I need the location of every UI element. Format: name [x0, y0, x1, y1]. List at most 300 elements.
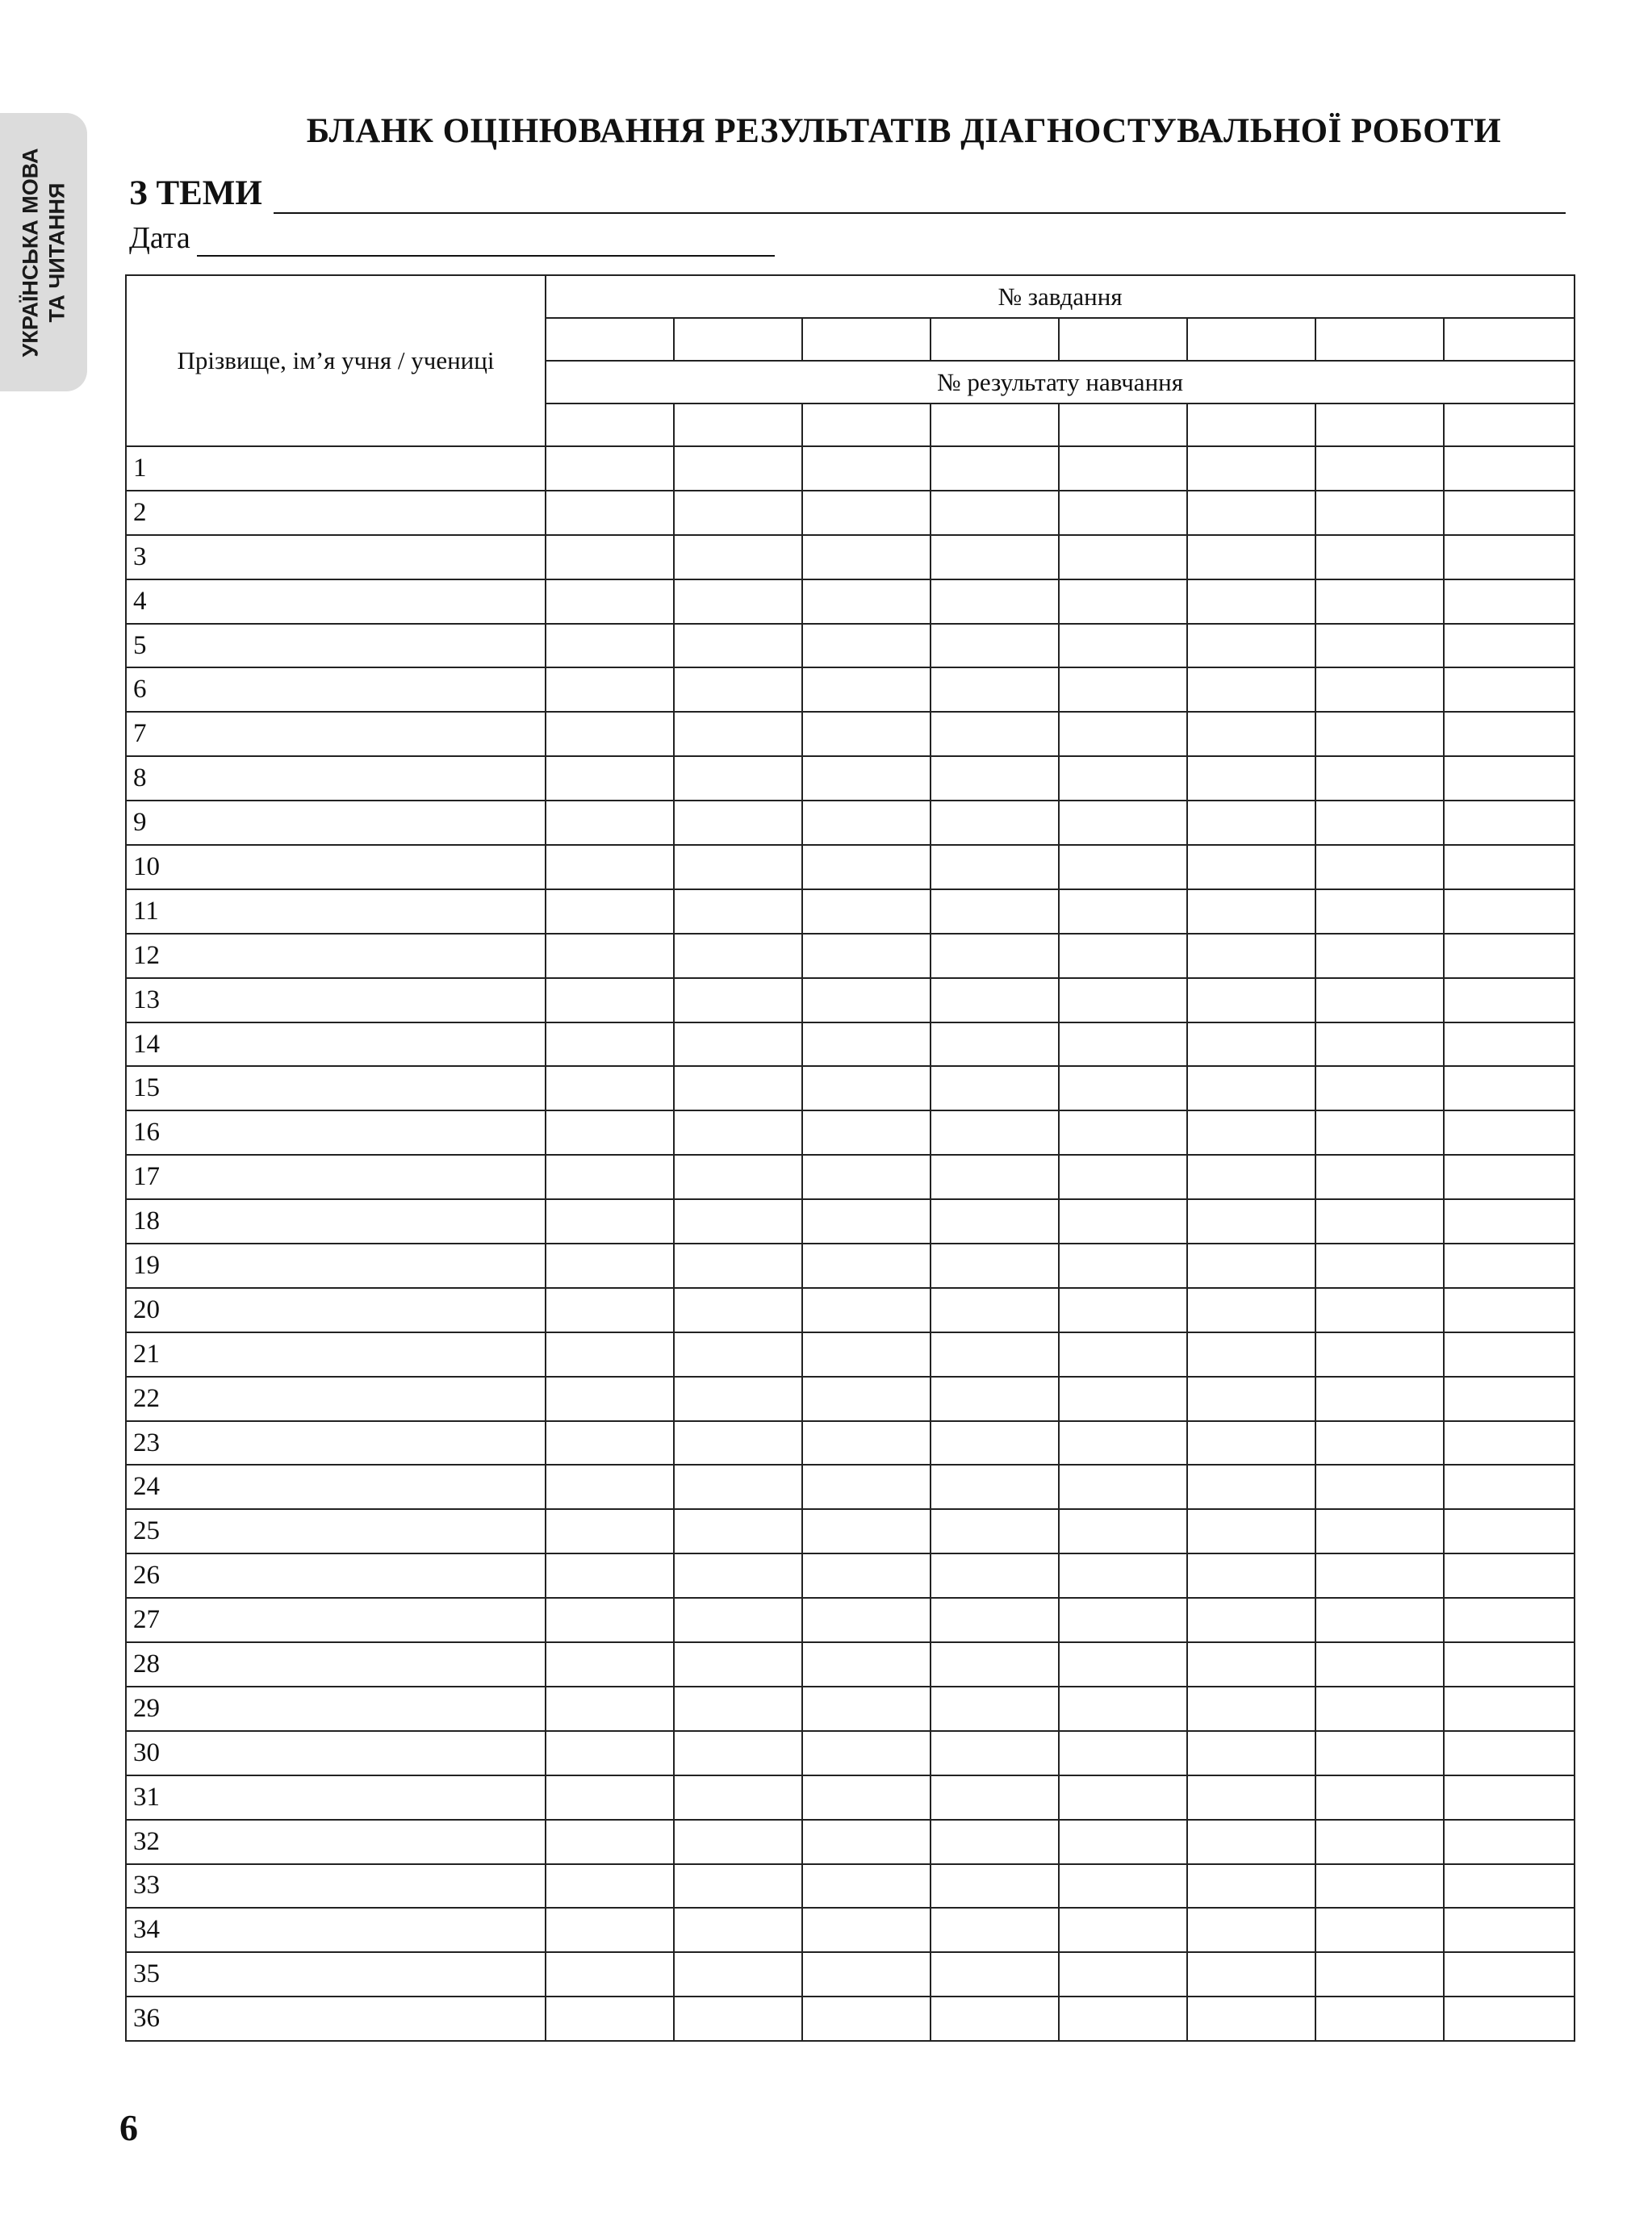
score-cell[interactable] — [1315, 934, 1444, 978]
score-cell[interactable] — [931, 1465, 1059, 1509]
score-cell[interactable] — [931, 1820, 1059, 1864]
score-cell[interactable] — [546, 845, 674, 889]
score-cell[interactable] — [1315, 978, 1444, 1022]
score-cell[interactable] — [674, 624, 802, 668]
score-cell[interactable] — [1059, 712, 1187, 756]
score-cell[interactable] — [1059, 579, 1187, 624]
result-number-cell[interactable] — [1187, 403, 1315, 446]
score-cell[interactable] — [1187, 889, 1315, 934]
score-cell[interactable] — [1315, 624, 1444, 668]
score-cell[interactable] — [546, 1642, 674, 1687]
score-cell[interactable] — [1444, 446, 1575, 491]
score-cell[interactable] — [546, 1598, 674, 1642]
score-cell[interactable] — [1187, 978, 1315, 1022]
student-name-cell[interactable]: 20 — [126, 1288, 546, 1332]
score-cell[interactable] — [1059, 1377, 1187, 1421]
score-cell[interactable] — [674, 1687, 802, 1731]
score-cell[interactable] — [546, 1332, 674, 1377]
score-cell[interactable] — [1315, 1997, 1444, 2041]
score-cell[interactable] — [546, 801, 674, 845]
score-cell[interactable] — [1187, 535, 1315, 579]
score-cell[interactable] — [931, 1952, 1059, 1997]
score-cell[interactable] — [1059, 1421, 1187, 1466]
score-cell[interactable] — [1444, 934, 1575, 978]
score-cell[interactable] — [931, 1775, 1059, 1820]
score-cell[interactable] — [1059, 978, 1187, 1022]
score-cell[interactable] — [1059, 667, 1187, 712]
score-cell[interactable] — [1315, 667, 1444, 712]
student-name-cell[interactable]: 13 — [126, 978, 546, 1022]
student-name-cell[interactable]: 25 — [126, 1509, 546, 1553]
score-cell[interactable] — [1315, 1775, 1444, 1820]
score-cell[interactable] — [546, 667, 674, 712]
score-cell[interactable] — [546, 889, 674, 934]
score-cell[interactable] — [674, 978, 802, 1022]
score-cell[interactable] — [1059, 1332, 1187, 1377]
score-cell[interactable] — [546, 1509, 674, 1553]
score-cell[interactable] — [674, 446, 802, 491]
student-name-cell[interactable]: 30 — [126, 1731, 546, 1775]
student-name-cell[interactable]: 35 — [126, 1952, 546, 1997]
score-cell[interactable] — [931, 1642, 1059, 1687]
score-cell[interactable] — [802, 1598, 931, 1642]
result-number-cell[interactable] — [674, 403, 802, 446]
score-cell[interactable] — [1187, 1244, 1315, 1288]
score-cell[interactable] — [802, 1288, 931, 1332]
student-name-cell[interactable]: 2 — [126, 491, 546, 535]
score-cell[interactable] — [1444, 1553, 1575, 1598]
score-cell[interactable] — [1059, 535, 1187, 579]
score-cell[interactable] — [674, 1155, 802, 1199]
score-cell[interactable] — [802, 1997, 931, 2041]
student-name-cell[interactable]: 6 — [126, 667, 546, 712]
score-cell[interactable] — [546, 579, 674, 624]
score-cell[interactable] — [931, 1066, 1059, 1110]
score-cell[interactable] — [1059, 1687, 1187, 1731]
student-name-cell[interactable]: 29 — [126, 1687, 546, 1731]
score-cell[interactable] — [1059, 1066, 1187, 1110]
score-cell[interactable] — [674, 1864, 802, 1909]
score-cell[interactable] — [546, 446, 674, 491]
score-cell[interactable] — [1444, 1465, 1575, 1509]
score-cell[interactable] — [1187, 1864, 1315, 1909]
score-cell[interactable] — [1315, 579, 1444, 624]
student-name-cell[interactable]: 1 — [126, 446, 546, 491]
score-cell[interactable] — [546, 712, 674, 756]
score-cell[interactable] — [1059, 446, 1187, 491]
score-cell[interactable] — [1187, 1731, 1315, 1775]
score-cell[interactable] — [1187, 1155, 1315, 1199]
score-cell[interactable] — [674, 1731, 802, 1775]
score-cell[interactable] — [931, 1997, 1059, 2041]
score-cell[interactable] — [1187, 1775, 1315, 1820]
score-cell[interactable] — [1059, 845, 1187, 889]
score-cell[interactable] — [1315, 1022, 1444, 1067]
score-cell[interactable] — [1444, 1155, 1575, 1199]
score-cell[interactable] — [1315, 756, 1444, 801]
score-cell[interactable] — [546, 1110, 674, 1155]
score-cell[interactable] — [1444, 1509, 1575, 1553]
score-cell[interactable] — [931, 934, 1059, 978]
score-cell[interactable] — [931, 491, 1059, 535]
score-cell[interactable] — [1315, 889, 1444, 934]
score-cell[interactable] — [1444, 1687, 1575, 1731]
score-cell[interactable] — [1187, 624, 1315, 668]
score-cell[interactable] — [1444, 624, 1575, 668]
score-cell[interactable] — [1059, 889, 1187, 934]
score-cell[interactable] — [1187, 756, 1315, 801]
score-cell[interactable] — [1059, 1598, 1187, 1642]
score-cell[interactable] — [1187, 1687, 1315, 1731]
score-cell[interactable] — [1187, 446, 1315, 491]
score-cell[interactable] — [931, 801, 1059, 845]
score-cell[interactable] — [1187, 1997, 1315, 2041]
score-cell[interactable] — [802, 624, 931, 668]
score-cell[interactable] — [931, 1908, 1059, 1952]
score-cell[interactable] — [802, 801, 931, 845]
score-cell[interactable] — [1315, 1377, 1444, 1421]
score-cell[interactable] — [1315, 1155, 1444, 1199]
score-cell[interactable] — [1315, 1421, 1444, 1466]
student-name-cell[interactable]: 8 — [126, 756, 546, 801]
score-cell[interactable] — [674, 1820, 802, 1864]
student-name-cell[interactable]: 3 — [126, 535, 546, 579]
score-cell[interactable] — [1444, 801, 1575, 845]
score-cell[interactable] — [1187, 1908, 1315, 1952]
score-cell[interactable] — [1444, 1598, 1575, 1642]
score-cell[interactable] — [546, 934, 674, 978]
score-cell[interactable] — [1187, 845, 1315, 889]
score-cell[interactable] — [1059, 756, 1187, 801]
score-cell[interactable] — [1444, 1244, 1575, 1288]
score-cell[interactable] — [674, 1997, 802, 2041]
result-number-cell[interactable] — [546, 403, 674, 446]
score-cell[interactable] — [931, 1332, 1059, 1377]
score-cell[interactable] — [674, 845, 802, 889]
score-cell[interactable] — [674, 1465, 802, 1509]
score-cell[interactable] — [546, 1421, 674, 1466]
score-cell[interactable] — [546, 1731, 674, 1775]
score-cell[interactable] — [802, 491, 931, 535]
score-cell[interactable] — [546, 1952, 674, 1997]
student-name-cell[interactable]: 19 — [126, 1244, 546, 1288]
score-cell[interactable] — [802, 1952, 931, 1997]
score-cell[interactable] — [1059, 1820, 1187, 1864]
score-cell[interactable] — [1187, 1110, 1315, 1155]
student-name-cell[interactable]: 15 — [126, 1066, 546, 1110]
score-cell[interactable] — [674, 1288, 802, 1332]
student-name-cell[interactable]: 36 — [126, 1997, 546, 2041]
score-cell[interactable] — [546, 1997, 674, 2041]
score-cell[interactable] — [1444, 1731, 1575, 1775]
score-cell[interactable] — [1059, 1952, 1187, 1997]
score-cell[interactable] — [1444, 1908, 1575, 1952]
score-cell[interactable] — [931, 1421, 1059, 1466]
score-cell[interactable] — [674, 1509, 802, 1553]
score-cell[interactable] — [674, 1377, 802, 1421]
score-cell[interactable] — [674, 1066, 802, 1110]
score-cell[interactable] — [1315, 1199, 1444, 1244]
result-number-cell[interactable] — [802, 403, 931, 446]
score-cell[interactable] — [1059, 1997, 1187, 2041]
score-cell[interactable] — [802, 1820, 931, 1864]
student-name-cell[interactable]: 21 — [126, 1332, 546, 1377]
student-name-cell[interactable]: 24 — [126, 1465, 546, 1509]
student-name-cell[interactable]: 18 — [126, 1199, 546, 1244]
score-cell[interactable] — [1059, 491, 1187, 535]
score-cell[interactable] — [674, 801, 802, 845]
result-number-cell[interactable] — [1059, 403, 1187, 446]
score-cell[interactable] — [546, 1199, 674, 1244]
score-cell[interactable] — [1315, 1553, 1444, 1598]
score-cell[interactable] — [1059, 1288, 1187, 1332]
score-cell[interactable] — [674, 1553, 802, 1598]
score-cell[interactable] — [1315, 1952, 1444, 1997]
score-cell[interactable] — [1444, 1997, 1575, 2041]
score-cell[interactable] — [802, 1731, 931, 1775]
score-cell[interactable] — [1059, 1553, 1187, 1598]
score-cell[interactable] — [931, 1864, 1059, 1909]
score-cell[interactable] — [1187, 1066, 1315, 1110]
score-cell[interactable] — [1315, 1244, 1444, 1288]
score-cell[interactable] — [1059, 1908, 1187, 1952]
score-cell[interactable] — [1187, 1553, 1315, 1598]
score-cell[interactable] — [1059, 1199, 1187, 1244]
score-cell[interactable] — [802, 1421, 931, 1466]
score-cell[interactable] — [802, 1642, 931, 1687]
score-cell[interactable] — [674, 712, 802, 756]
score-cell[interactable] — [546, 756, 674, 801]
score-cell[interactable] — [674, 1908, 802, 1952]
score-cell[interactable] — [1444, 535, 1575, 579]
topic-blank[interactable] — [274, 170, 1566, 214]
score-cell[interactable] — [1059, 1864, 1187, 1909]
score-cell[interactable] — [1187, 491, 1315, 535]
student-name-cell[interactable]: 10 — [126, 845, 546, 889]
score-cell[interactable] — [1315, 1066, 1444, 1110]
score-cell[interactable] — [931, 1509, 1059, 1553]
score-cell[interactable] — [1059, 1642, 1187, 1687]
task-number-cell[interactable] — [674, 318, 802, 361]
score-cell[interactable] — [1059, 1155, 1187, 1199]
score-cell[interactable] — [931, 845, 1059, 889]
score-cell[interactable] — [674, 1332, 802, 1377]
result-number-cell[interactable] — [931, 403, 1059, 446]
score-cell[interactable] — [546, 1377, 674, 1421]
score-cell[interactable] — [674, 756, 802, 801]
score-cell[interactable] — [802, 1377, 931, 1421]
student-name-cell[interactable]: 26 — [126, 1553, 546, 1598]
score-cell[interactable] — [931, 1377, 1059, 1421]
student-name-cell[interactable]: 27 — [126, 1598, 546, 1642]
task-number-cell[interactable] — [1059, 318, 1187, 361]
score-cell[interactable] — [674, 535, 802, 579]
score-cell[interactable] — [1444, 845, 1575, 889]
score-cell[interactable] — [1315, 1731, 1444, 1775]
task-number-cell[interactable] — [931, 318, 1059, 361]
score-cell[interactable] — [674, 1110, 802, 1155]
score-cell[interactable] — [546, 624, 674, 668]
student-name-cell[interactable]: 23 — [126, 1421, 546, 1466]
task-number-cell[interactable] — [802, 318, 931, 361]
score-cell[interactable] — [546, 1244, 674, 1288]
score-cell[interactable] — [1444, 1066, 1575, 1110]
score-cell[interactable] — [802, 535, 931, 579]
task-number-cell[interactable] — [546, 318, 674, 361]
score-cell[interactable] — [1059, 624, 1187, 668]
score-cell[interactable] — [802, 1244, 931, 1288]
score-cell[interactable] — [546, 491, 674, 535]
score-cell[interactable] — [1187, 934, 1315, 978]
score-cell[interactable] — [1444, 491, 1575, 535]
score-cell[interactable] — [1444, 1022, 1575, 1067]
score-cell[interactable] — [1059, 1465, 1187, 1509]
score-cell[interactable] — [674, 579, 802, 624]
score-cell[interactable] — [546, 1687, 674, 1731]
score-cell[interactable] — [802, 1908, 931, 1952]
score-cell[interactable] — [1187, 1820, 1315, 1864]
score-cell[interactable] — [1444, 1820, 1575, 1864]
score-cell[interactable] — [1444, 1775, 1575, 1820]
score-cell[interactable] — [1187, 1642, 1315, 1687]
task-number-cell[interactable] — [1315, 318, 1444, 361]
score-cell[interactable] — [802, 1199, 931, 1244]
task-number-cell[interactable] — [1444, 318, 1575, 361]
score-cell[interactable] — [1315, 845, 1444, 889]
score-cell[interactable] — [1444, 1199, 1575, 1244]
score-cell[interactable] — [1444, 1421, 1575, 1466]
score-cell[interactable] — [1315, 446, 1444, 491]
student-name-cell[interactable]: 16 — [126, 1110, 546, 1155]
score-cell[interactable] — [674, 1952, 802, 1997]
score-cell[interactable] — [931, 1244, 1059, 1288]
student-name-cell[interactable]: 34 — [126, 1908, 546, 1952]
score-cell[interactable] — [1059, 1244, 1187, 1288]
score-cell[interactable] — [546, 1465, 674, 1509]
score-cell[interactable] — [1187, 801, 1315, 845]
score-cell[interactable] — [802, 1775, 931, 1820]
score-cell[interactable] — [1059, 934, 1187, 978]
score-cell[interactable] — [546, 1155, 674, 1199]
score-cell[interactable] — [1059, 801, 1187, 845]
score-cell[interactable] — [931, 579, 1059, 624]
score-cell[interactable] — [1059, 1022, 1187, 1067]
score-cell[interactable] — [931, 978, 1059, 1022]
score-cell[interactable] — [674, 667, 802, 712]
score-cell[interactable] — [674, 1642, 802, 1687]
score-cell[interactable] — [674, 1598, 802, 1642]
score-cell[interactable] — [1315, 1288, 1444, 1332]
student-name-cell[interactable]: 9 — [126, 801, 546, 845]
student-name-cell[interactable]: 14 — [126, 1022, 546, 1067]
score-cell[interactable] — [674, 491, 802, 535]
score-cell[interactable] — [1187, 712, 1315, 756]
student-name-cell[interactable]: 11 — [126, 889, 546, 934]
score-cell[interactable] — [1187, 1022, 1315, 1067]
score-cell[interactable] — [1315, 1864, 1444, 1909]
score-cell[interactable] — [674, 1775, 802, 1820]
score-cell[interactable] — [546, 978, 674, 1022]
score-cell[interactable] — [674, 1421, 802, 1466]
score-cell[interactable] — [1059, 1509, 1187, 1553]
score-cell[interactable] — [1444, 1110, 1575, 1155]
score-cell[interactable] — [1444, 1377, 1575, 1421]
score-cell[interactable] — [802, 1155, 931, 1199]
score-cell[interactable] — [802, 667, 931, 712]
score-cell[interactable] — [802, 1687, 931, 1731]
student-name-cell[interactable]: 12 — [126, 934, 546, 978]
score-cell[interactable] — [1187, 667, 1315, 712]
score-cell[interactable] — [802, 1553, 931, 1598]
student-name-cell[interactable]: 4 — [126, 579, 546, 624]
score-cell[interactable] — [802, 1509, 931, 1553]
score-cell[interactable] — [1187, 1332, 1315, 1377]
score-cell[interactable] — [931, 1687, 1059, 1731]
result-number-cell[interactable] — [1315, 403, 1444, 446]
score-cell[interactable] — [931, 446, 1059, 491]
score-cell[interactable] — [931, 1731, 1059, 1775]
score-cell[interactable] — [1315, 1509, 1444, 1553]
score-cell[interactable] — [802, 1864, 931, 1909]
score-cell[interactable] — [546, 1908, 674, 1952]
score-cell[interactable] — [802, 1110, 931, 1155]
score-cell[interactable] — [1187, 1288, 1315, 1332]
score-cell[interactable] — [1444, 756, 1575, 801]
score-cell[interactable] — [546, 1775, 674, 1820]
score-cell[interactable] — [1059, 1731, 1187, 1775]
score-cell[interactable] — [1444, 1332, 1575, 1377]
score-cell[interactable] — [1315, 712, 1444, 756]
score-cell[interactable] — [802, 579, 931, 624]
score-cell[interactable] — [931, 667, 1059, 712]
score-cell[interactable] — [931, 1598, 1059, 1642]
score-cell[interactable] — [546, 535, 674, 579]
score-cell[interactable] — [1315, 1908, 1444, 1952]
score-cell[interactable] — [1315, 801, 1444, 845]
score-cell[interactable] — [802, 1332, 931, 1377]
student-name-cell[interactable]: 7 — [126, 712, 546, 756]
score-cell[interactable] — [802, 1066, 931, 1110]
score-cell[interactable] — [1444, 579, 1575, 624]
score-cell[interactable] — [1187, 1509, 1315, 1553]
score-cell[interactable] — [931, 889, 1059, 934]
score-cell[interactable] — [802, 446, 931, 491]
score-cell[interactable] — [931, 1288, 1059, 1332]
score-cell[interactable] — [546, 1022, 674, 1067]
score-cell[interactable] — [546, 1864, 674, 1909]
score-cell[interactable] — [1187, 579, 1315, 624]
score-cell[interactable] — [1059, 1110, 1187, 1155]
score-cell[interactable] — [802, 978, 931, 1022]
score-cell[interactable] — [1444, 1642, 1575, 1687]
score-cell[interactable] — [1315, 1820, 1444, 1864]
score-cell[interactable] — [802, 1022, 931, 1067]
score-cell[interactable] — [802, 712, 931, 756]
score-cell[interactable] — [1444, 978, 1575, 1022]
score-cell[interactable] — [931, 1155, 1059, 1199]
score-cell[interactable] — [931, 1553, 1059, 1598]
score-cell[interactable] — [802, 889, 931, 934]
score-cell[interactable] — [802, 845, 931, 889]
score-cell[interactable] — [1187, 1952, 1315, 1997]
score-cell[interactable] — [674, 1199, 802, 1244]
score-cell[interactable] — [1444, 667, 1575, 712]
score-cell[interactable] — [1315, 1465, 1444, 1509]
score-cell[interactable] — [1187, 1598, 1315, 1642]
score-cell[interactable] — [931, 535, 1059, 579]
student-name-cell[interactable]: 28 — [126, 1642, 546, 1687]
score-cell[interactable] — [1315, 535, 1444, 579]
